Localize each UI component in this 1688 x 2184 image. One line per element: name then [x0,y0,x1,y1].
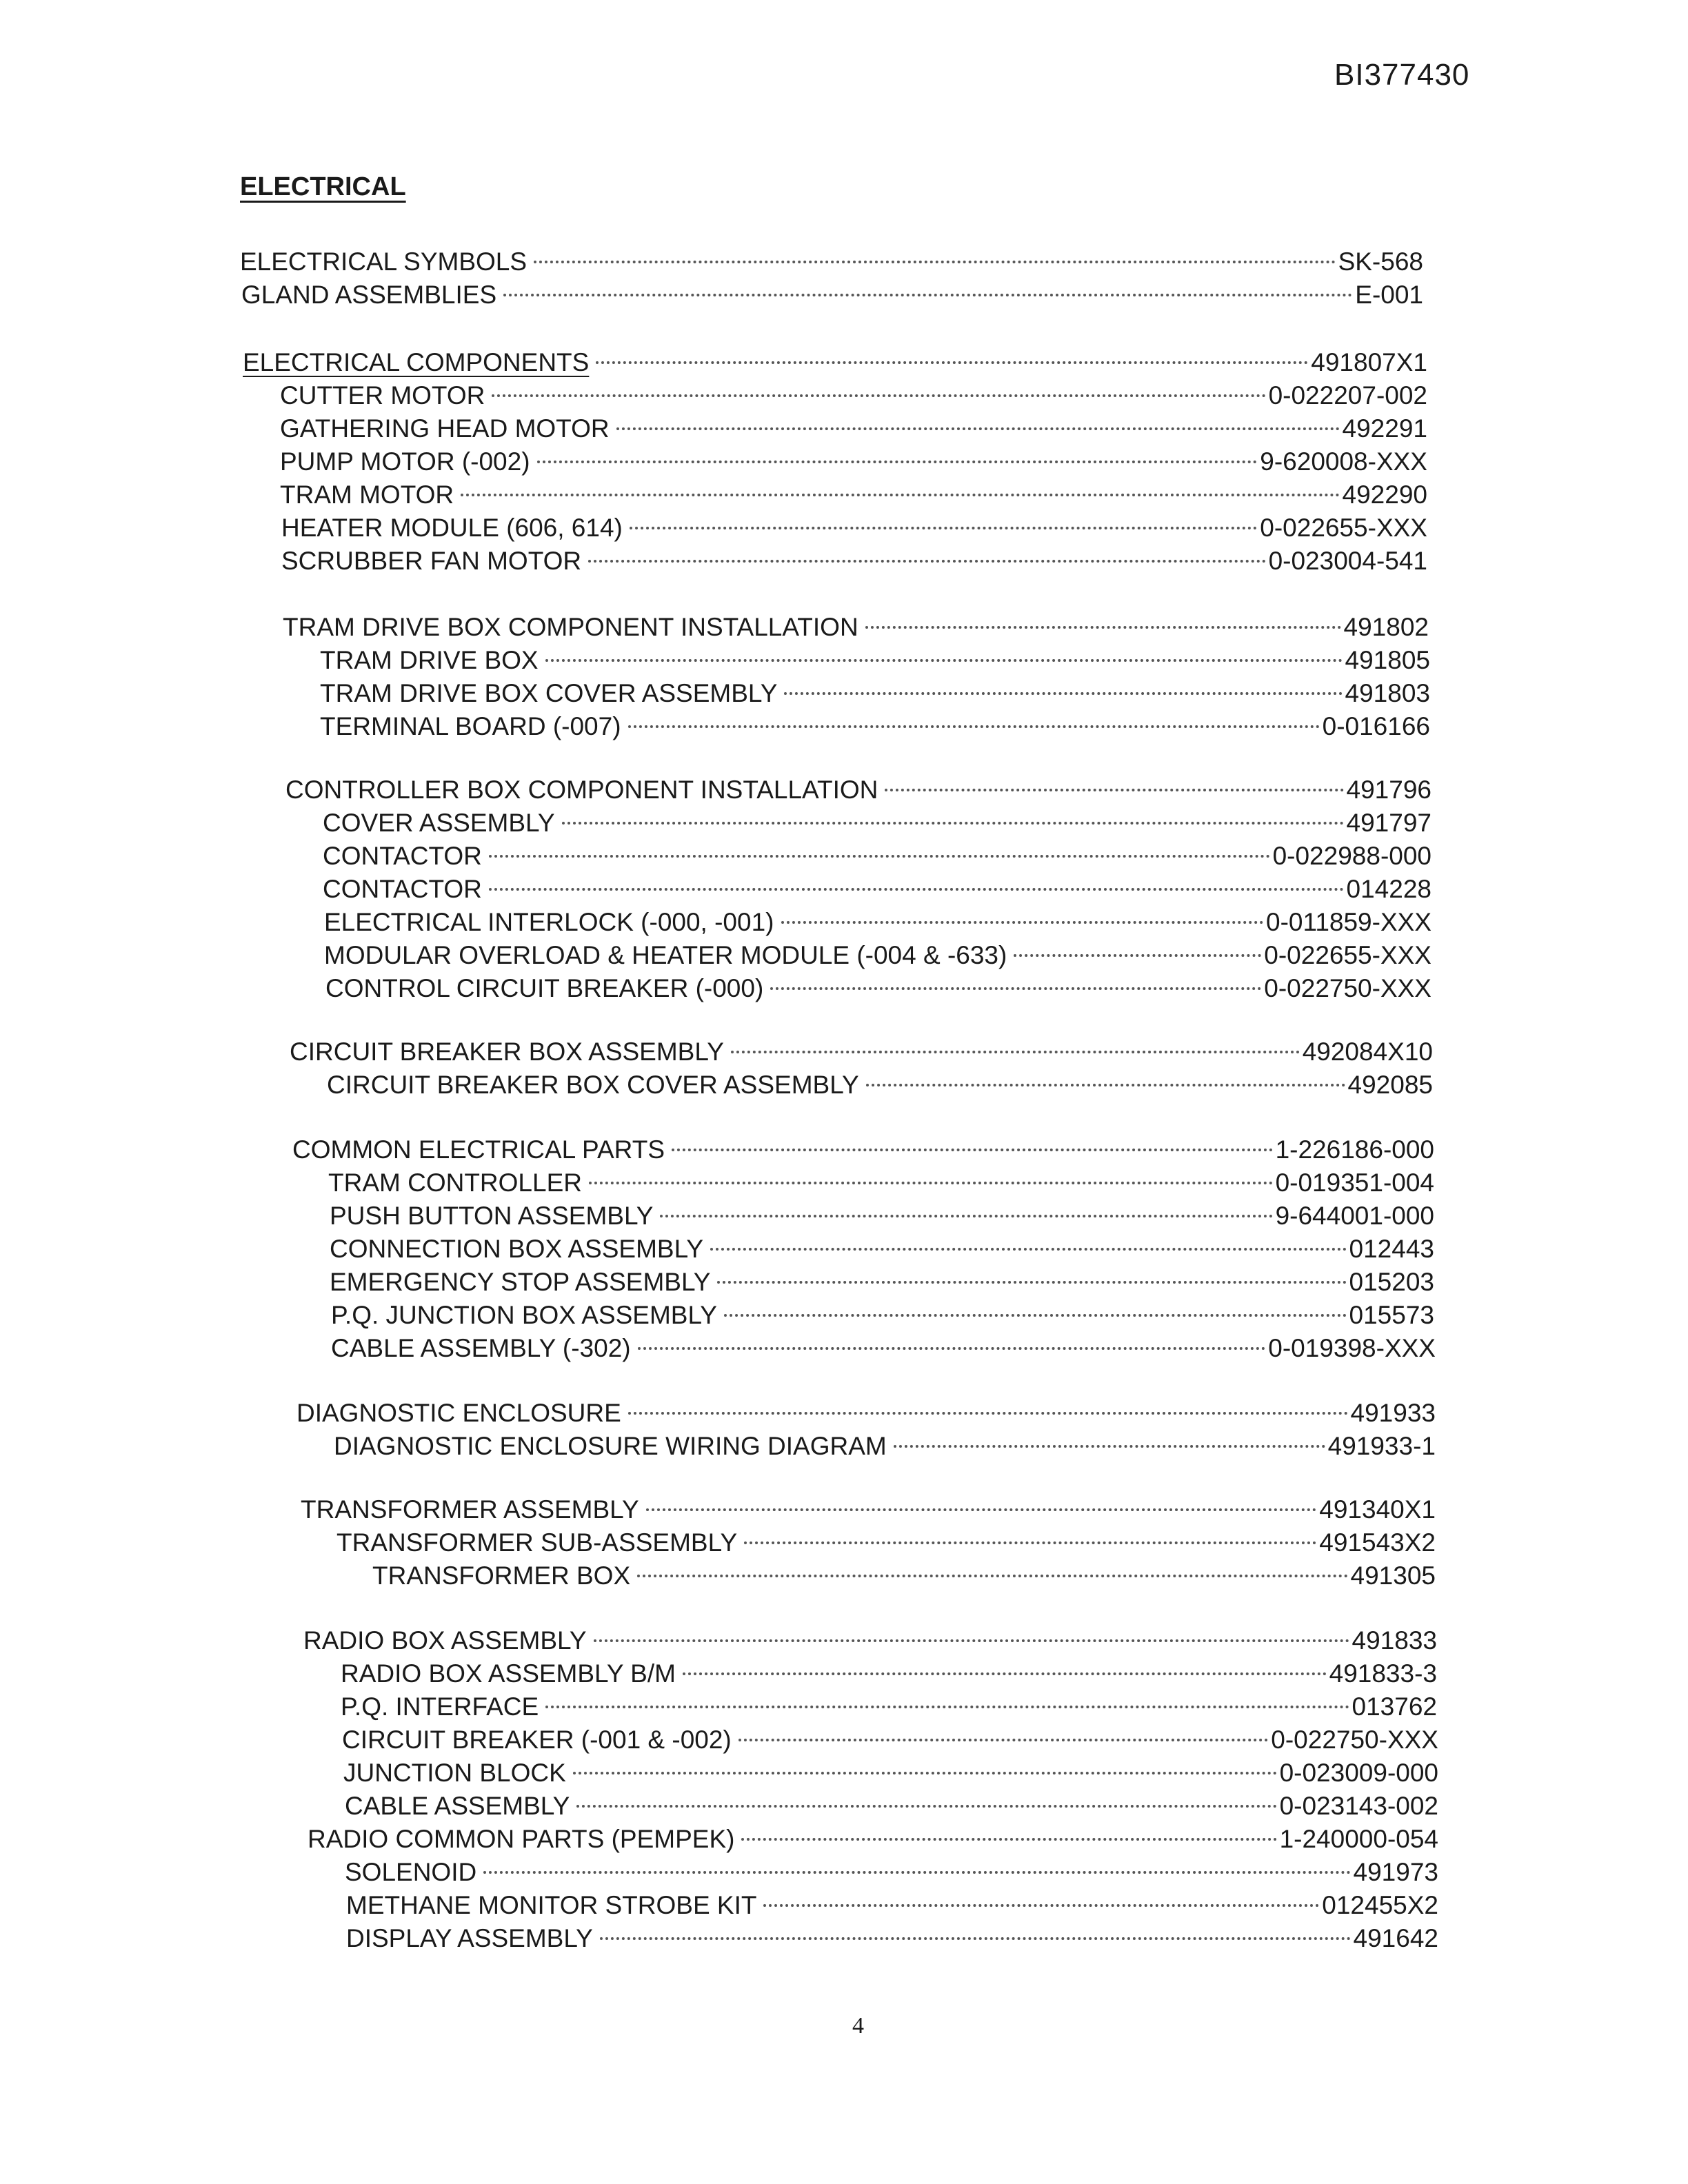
toc-entry-label: DISPLAY ASSEMBLY [346,1924,593,1952]
dot-leader [562,800,1344,831]
dot-leader [589,1160,1273,1191]
toc-entry-label: MODULAR OVERLOAD & HEATER MODULE (-004 & -633) [324,941,1007,969]
toc-entry-number: 491340X1 [1319,1495,1436,1524]
toc-entry-label: PUSH BUTTON ASSEMBLY [330,1202,654,1230]
toc-entry-label: ELECTRICAL COMPONENTS [243,348,590,376]
toc-entry-number: 491933 [1350,1399,1436,1427]
toc-entry-label: EMERGENCY STOP ASSEMBLY [330,1268,711,1296]
toc-entry-label: HEATER MODULE (606, 614) [281,514,623,542]
toc-entry-label: GATHERING HEAD MOTOR [280,414,610,443]
toc-entry-label: CONTACTOR [323,842,482,870]
toc-entry-label: SOLENOID [345,1858,477,1886]
toc-entry-number: 0-011859-XXX [1266,908,1431,936]
toc-entry-label: CABLE ASSEMBLY (-302) [331,1334,631,1362]
dot-leader [596,339,1308,371]
toc-entry-number: 491305 [1350,1561,1436,1590]
toc-entry-number: SK-568 [1338,247,1423,276]
toc-entry [341,1684,1437,1721]
toc-entry [324,899,1431,936]
toc-entry [323,866,1431,903]
toc-entry [308,1816,1438,1853]
toc-entry-label: CONTACTOR [323,875,482,903]
toc-entry-number: 491973 [1353,1858,1438,1886]
toc-entry-label: ELECTRICAL INTERLOCK (-000, -001) [324,908,774,936]
toc-entry [280,438,1427,476]
dot-leader [731,1029,1300,1060]
toc-entry-label: TRANSFORMER BOX [372,1561,631,1590]
toc-entry-label: GLAND ASSEMBLIES [241,281,497,309]
toc-entry-number: 491796 [1346,776,1431,804]
toc-entry [336,1519,1436,1557]
toc-entry-label: CONTROLLER BOX COMPONENT INSTALLATION [285,776,878,804]
toc-entry [281,538,1427,575]
toc-entry-label: CIRCUIT BREAKER BOX COVER ASSEMBLY [327,1071,859,1099]
dot-leader [588,538,1265,569]
toc-entry-label: TRAM DRIVE BOX COMPONENT INSTALLATION [283,613,858,641]
toc-entry-number: 0-022655-XXX [1264,941,1431,969]
toc-entry-number: 491642 [1353,1924,1438,1952]
toc-entry-number: E-001 [1355,281,1423,309]
dot-leader [894,1423,1325,1455]
toc-entry [345,1849,1438,1886]
dot-leader [738,1717,1269,1748]
toc-entry-number: 013762 [1352,1692,1437,1721]
toc-entry [330,1226,1434,1263]
dot-leader [637,1553,1347,1584]
toc-entry [334,1423,1436,1460]
toc-entry [341,1650,1437,1688]
toc-entry-label: METHANE MONITOR STROBE KIT [346,1891,757,1919]
toc-entry [342,1717,1438,1754]
toc-entry-number: 0-019398-XXX [1268,1334,1436,1362]
dot-leader [600,1915,1351,1947]
dot-leader [741,1816,1276,1848]
dot-leader [717,1259,1346,1291]
toc-entry-number: 491803 [1345,679,1430,707]
dot-leader [744,1519,1316,1551]
toc-entry-number: 491805 [1345,646,1430,674]
dot-leader [763,1882,1319,1914]
toc-entry [320,637,1430,674]
toc-entry [327,1062,1433,1099]
toc-entry-number: 0-022750-XXX [1271,1726,1438,1754]
toc-entry [325,965,1431,1002]
toc-entry-label: DIAGNOSTIC ENCLOSURE WIRING DIAGRAM [334,1432,887,1460]
toc-entry [323,833,1431,870]
dot-leader [710,1226,1346,1257]
toc-entry-number: 0-022207-002 [1268,381,1427,410]
toc-entry-label: TERMINAL BOARD (-007) [320,712,621,740]
dot-leader [724,1292,1347,1324]
toc-entry-label: TRAM DRIVE BOX COVER ASSEMBLY [320,679,778,707]
toc-entry-number: 492084X10 [1302,1038,1433,1066]
toc-entry-label: RADIO BOX ASSEMBLY [303,1626,587,1655]
dot-leader [781,899,1264,931]
toc-entry [301,1486,1436,1524]
toc-entry [320,670,1430,707]
toc-entry-label: PUMP MOTOR (-002) [280,447,530,476]
toc-entry [372,1553,1436,1590]
toc-entry-label: P.Q. JUNCTION BOX ASSEMBLY [331,1301,717,1329]
toc-entry-number: 0-023004-541 [1268,547,1427,575]
toc-entry-number: 0-016166 [1322,712,1430,740]
toc-entry [345,1783,1438,1820]
toc-entry [281,505,1427,542]
toc-entry-label: CONTROL CIRCUIT BREAKER (-000) [325,974,764,1002]
dot-leader [630,505,1257,536]
toc-entry-number: 015573 [1349,1301,1434,1329]
toc-entry-label: DIAGNOSTIC ENCLOSURE [297,1399,621,1427]
toc-entry-label: P.Q. INTERFACE [341,1692,539,1721]
toc-entry-label: TRAM CONTROLLER [328,1169,582,1197]
dot-leader [489,833,1270,865]
dot-leader [503,272,1352,303]
toc-entry-number: 015203 [1349,1268,1434,1296]
toc-entry [243,339,1427,376]
dot-leader [573,1750,1277,1781]
dot-leader [616,405,1340,437]
toc-entry-label: TRANSFORMER ASSEMBLY [301,1495,639,1524]
toc-entry [280,472,1427,509]
toc-entry-label: ELECTRICAL SYMBOLS [240,247,528,276]
toc-entry [280,372,1427,410]
toc-entry [303,1617,1437,1655]
toc-entry-number: 0-022988-000 [1272,842,1431,870]
toc-entry-number: 1-226186-000 [1275,1135,1434,1164]
toc-entry-number: 0-019351-004 [1275,1169,1434,1197]
toc-entry-number: 491797 [1346,809,1431,837]
toc-entry [323,800,1431,837]
toc-entry [283,604,1429,641]
dot-leader [492,372,1265,404]
toc-entry-number: 0-023143-002 [1279,1792,1438,1820]
dot-leader [683,1650,1327,1682]
toc-entry-label: CABLE ASSEMBLY [345,1792,570,1820]
toc-entry-label: JUNCTION BLOCK [343,1759,566,1787]
toc-entry-label: TRAM MOTOR [280,481,454,509]
toc-entry-label: COVER ASSEMBLY [323,809,555,837]
dot-leader [628,1390,1348,1422]
dot-leader [489,866,1344,898]
document-id: BI377430 [1334,58,1470,92]
toc-entry-number: 492085 [1347,1071,1433,1099]
toc-entry-number: 491933-1 [1327,1432,1436,1460]
toc-entry [331,1292,1434,1329]
toc-entry-label: RADIO COMMON PARTS (PEMPEK) [308,1825,735,1853]
toc-entry-number: 491802 [1343,613,1429,641]
dot-leader [646,1486,1317,1518]
toc-entry [330,1259,1434,1296]
toc-entry-number: 0-022655-XXX [1260,514,1427,542]
toc-entry-number: 0-022750-XXX [1264,974,1431,1002]
dot-leader [660,1193,1272,1224]
toc-entry-label: CIRCUIT BREAKER (-001 & -002) [342,1726,732,1754]
toc-entry-label: TRANSFORMER SUB-ASSEMBLY [336,1528,738,1557]
toc-entry-label: CONNECTION BOX ASSEMBLY [330,1235,704,1263]
dot-leader [672,1126,1273,1158]
toc-entry [290,1029,1433,1066]
toc-entry-number: 9-620008-XXX [1260,447,1427,476]
toc-entry-number: 491543X2 [1319,1528,1436,1557]
dot-leader [545,637,1343,669]
toc-entry [346,1915,1438,1952]
dot-leader [537,438,1258,470]
toc-entry-number: 491833-3 [1329,1659,1437,1688]
toc-entry [241,272,1423,309]
toc-entry [285,767,1431,804]
dot-leader [594,1617,1349,1649]
toc-entry-number: 0-023009-000 [1279,1759,1438,1787]
section-heading: ELECTRICAL [240,172,406,201]
toc-entry-number: 491807X1 [1311,348,1427,376]
toc-entry [324,932,1431,969]
toc-entry-number: 491833 [1352,1626,1437,1655]
toc-entry-label: SCRUBBER FAN MOTOR [281,547,582,575]
dot-leader [483,1849,1350,1881]
toc-entry-label: COMMON ELECTRICAL PARTS [292,1135,665,1164]
toc-entry-number: 012455X2 [1322,1891,1438,1919]
dot-leader [865,604,1341,636]
toc-entry-number: 014228 [1346,875,1431,903]
dot-leader [461,472,1339,503]
toc-entry-label: CIRCUIT BREAKER BOX ASSEMBLY [290,1038,724,1066]
page-number: 4 [852,2013,864,2039]
dot-leader [866,1062,1345,1093]
toc-entry [297,1390,1436,1427]
dot-leader [534,239,1336,270]
toc-entry-number: 012443 [1349,1235,1434,1263]
dot-leader [545,1684,1349,1715]
toc-entry-label: CUTTER MOTOR [280,381,485,410]
toc-entry-number: 492290 [1342,481,1427,509]
toc-entry [240,239,1423,276]
toc-entry [346,1882,1438,1919]
toc-entry-number: 1-240000-054 [1279,1825,1438,1853]
dot-leader [1014,932,1261,964]
dot-leader [784,670,1342,702]
toc-entry-label: TRAM DRIVE BOX [320,646,539,674]
dot-leader [628,703,1320,735]
dot-leader [770,965,1261,997]
toc-entry-label: RADIO BOX ASSEMBLY B/M [341,1659,676,1688]
toc-entry [331,1325,1436,1362]
toc-entry-number: 9-644001-000 [1275,1202,1434,1230]
toc-entry [280,405,1427,443]
toc-entry [328,1160,1434,1197]
toc-entry-number: 492291 [1342,414,1427,443]
dot-leader [576,1783,1276,1814]
dot-leader [638,1325,1266,1357]
toc-entry [330,1193,1434,1230]
toc-entry [320,703,1430,740]
toc-entry [292,1126,1434,1164]
dot-leader [885,767,1343,798]
toc-entry [343,1750,1438,1787]
